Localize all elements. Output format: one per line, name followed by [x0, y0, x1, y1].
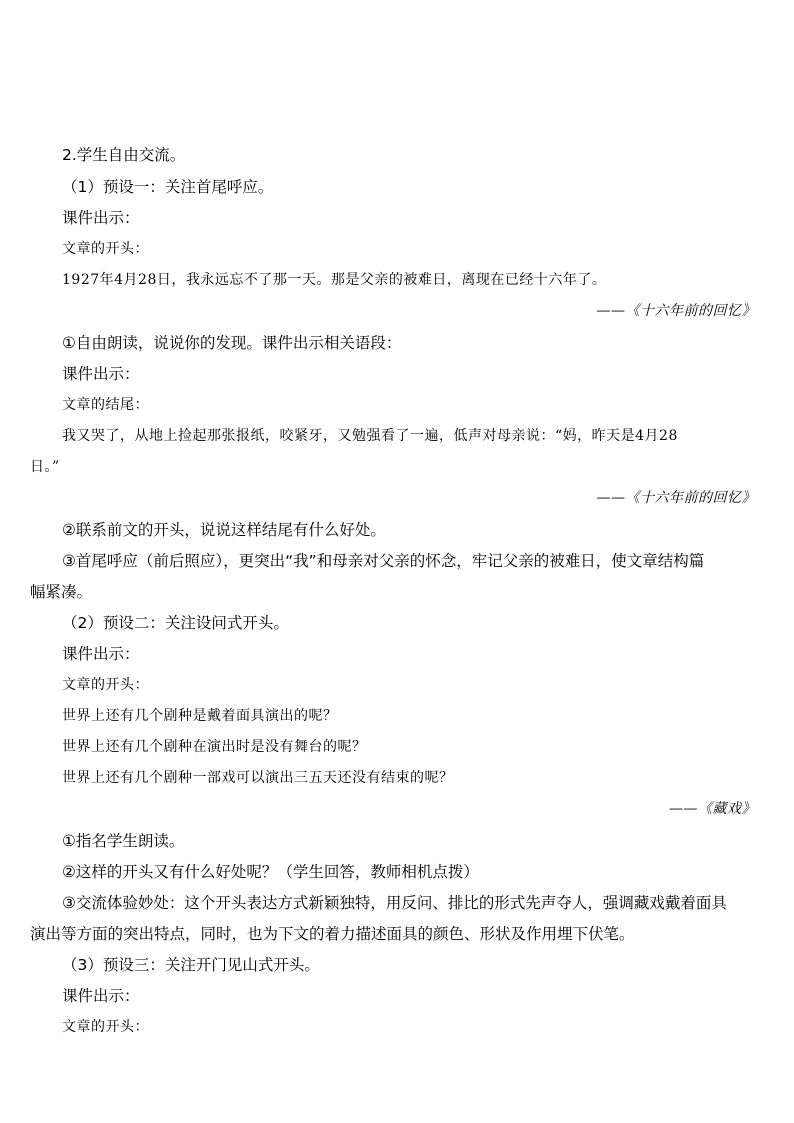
step-item-2: ②联系前文的开头，说说这样结尾有什么好处。	[62, 521, 386, 539]
quote-ending-line-1: 我又哭了，从地上捡起那张报纸，咬紧牙，又勉强看了一遍，低声对母亲说：“妈，昨天是4月28	[62, 428, 678, 444]
courseware-label: 课件出示：	[62, 645, 140, 663]
article-opening-label: 文章的开头：	[62, 677, 149, 693]
quote-source: ——《藏戏》	[669, 801, 756, 817]
article-ending-label: 文章的结尾：	[62, 397, 149, 413]
step-item-3-line-2: 演出等方面的突出特点，同时，也为下文的着力描述面具的颜色、形状及作用埋下伏笔。	[30, 925, 635, 943]
quote-opening: 1927年4月28日，我永远忘不了那一天。那是父亲的被难日，离现在已经十六年了。	[62, 272, 607, 288]
step-item-1: ①自由朗读，说说你的发现。课件出示相关语段：	[62, 334, 402, 352]
article-opening-label: 文章的开头：	[62, 1019, 149, 1035]
courseware-label: 课件出示：	[62, 365, 140, 383]
article-opening-label: 文章的开头：	[62, 241, 149, 257]
courseware-label: 课件出示：	[62, 209, 140, 227]
step-item-2: ②这样的开头又有什么好处呢？（学生回答，教师相机点拨）	[62, 863, 479, 881]
quote-source: ——《十六年前的回忆》	[596, 303, 756, 319]
quote-source: ——《十六年前的回忆》	[596, 490, 756, 506]
step-item-3-line-2: 幅紧凑。	[30, 583, 93, 601]
step-item-1: ①指名学生朗读。	[62, 832, 185, 850]
step-item-3-line-1: ③首尾呼应（前后照应），更突出“我”和母亲对父亲的怀念，牢记父亲的被难日，使文章结构篇	[62, 552, 705, 570]
preset-3-heading: （3）预设三：关注开门见山式开头。	[62, 956, 320, 974]
preset-1-heading: （1）预设一：关注首尾呼应。	[62, 178, 274, 196]
preset-2-heading: （2）预设二：关注设问式开头。	[62, 614, 289, 632]
quote-question-3: 世界上还有几个剧种一部戏可以演出三五天还没有结束的呢？	[62, 770, 454, 786]
step-heading: 2.学生自由交流。	[62, 146, 186, 164]
step-item-3-line-1: ③交流体验妙处：这个开头表达方式新颖独特，用反问、排比的形式先声夺人，强调藏戏戴着面具	[62, 894, 727, 912]
quote-question-1: 世界上还有几个剧种是戴着面具演出的呢？	[62, 708, 338, 724]
quote-ending-line-2: 日。”	[30, 459, 60, 475]
courseware-label: 课件出示：	[62, 987, 140, 1005]
quote-question-2: 世界上还有几个剧种在演出时是没有舞台的呢？	[62, 739, 367, 755]
